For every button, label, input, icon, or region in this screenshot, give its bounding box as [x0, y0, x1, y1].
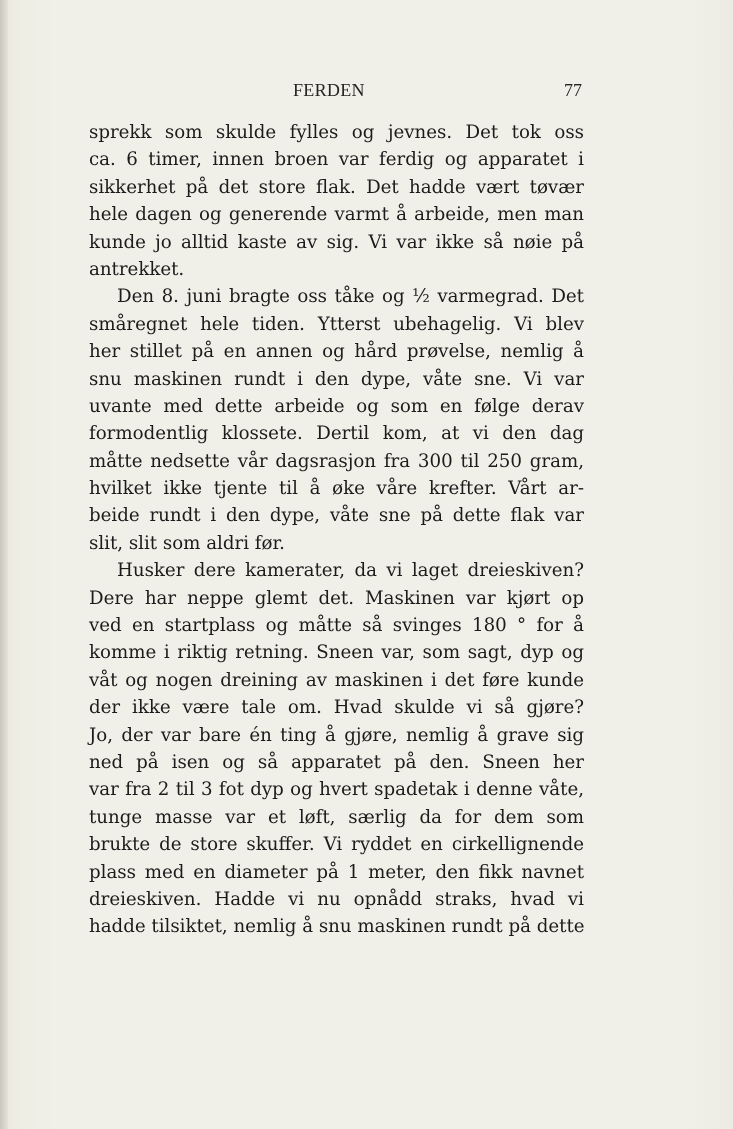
text-line: hadde tilsiktet, nemlig å snu maskinen rundt på dette [89, 916, 585, 938]
page-binding-edge [0, 0, 8, 1129]
text-line: Den 8. juni bragte oss tåke og ½ varmegrad. Det [117, 286, 584, 308]
running-head [0, 80, 733, 108]
text-line: formodentlig klossete. Dertil kom, at vi den dag [89, 423, 584, 445]
text-line: kunde jo alltid kaste av sig. Vi var ikke så nøie på [89, 231, 584, 253]
page-number: 77 [564, 80, 582, 100]
text-line: uvante med dette arbeide og som en følge derav [89, 395, 584, 417]
text-line: sikkerhet på det store flak. Det hadde vært tøvær [89, 176, 584, 198]
text-line: antrekket. [89, 258, 185, 280]
body-text [89, 119, 584, 941]
text-line: snu maskinen rundt i den dype, våte sne. Vi var [89, 368, 584, 390]
text-line: beide rundt i den dype, våte sne på dette flak var [89, 505, 584, 527]
text-line: plass med en diameter på 1 meter, den fikk navnet [89, 861, 584, 883]
text-line: ved en startplass og måtte så svinges 180 ° for å [89, 615, 584, 637]
text-line: våt og nogen dreining av maskinen i det føre kunde [89, 669, 584, 691]
text-line: slit, slit som aldri før. [89, 532, 285, 554]
text-line: småregnet hele tiden. Ytterst ubehagelig. Vi blev [89, 313, 584, 335]
text-line: hvilket ikke tjente til å øke våre krefter. Vårt ar‑ [89, 478, 584, 500]
text-line: brukte de store skuffer. Vi ryddet en cirkellignende [89, 834, 584, 856]
text-line: var fra 2 til 3 fot dyp og hvert spadetak i denne våte, [89, 779, 584, 801]
text-line: tunge masse var et løft, særlig da for dem som [89, 806, 584, 828]
text-line: dreieskiven. Hadde vi nu opnådd straks, hvad vi [89, 888, 584, 910]
text-line: ned på isen og så apparatet på den. Sneen her [89, 751, 584, 773]
text-line: der ikke være tale om. Hvad skulde vi så gjøre? [89, 697, 584, 719]
text-line: hele dagen og generende varmt å arbeide, men man [89, 204, 584, 226]
text-line: her stillet på en annen og hård prøvelse, nemlig å [89, 341, 584, 363]
chapter-title: FERDEN [293, 80, 365, 100]
text-line: måtte nedsette vår dagsrasjon fra 300 til 250 gram, [89, 450, 584, 472]
text-line: Jo, der var bare én ting å gjøre, nemlig å grave sig [89, 724, 584, 746]
text-line: Husker dere kamerater, da vi laget dreieskiven? [117, 560, 584, 582]
text-line: komme i riktig retning. Sneen var, som sagt, dyp og [89, 642, 584, 664]
text-line: ca. 6 timer, innen broen var ferdig og apparatet i [89, 149, 584, 171]
text-line: sprekk som skulde fylles og jevnes. Det tok oss [89, 122, 584, 143]
text-line: Dere har neppe glemt det. Maskinen var kjørt op [89, 587, 584, 609]
